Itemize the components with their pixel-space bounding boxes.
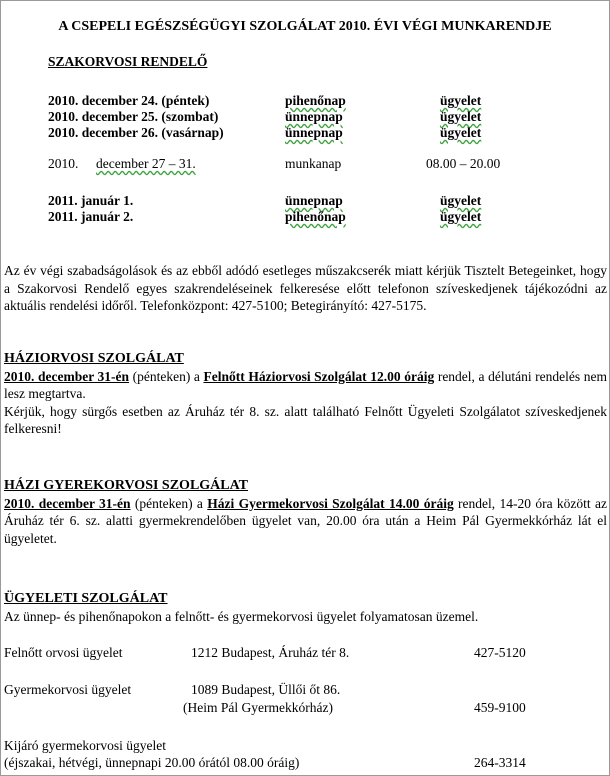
schedule-status: ünnepnap [285,125,343,140]
gyerekorvosi-service: Házi Gyermekorvosi Szolgálat 14.00 óráig [207,495,454,511]
ugyeleti-intro: Az ünnep- és pihenőnapokon a felnőtt- és gyermekorvosi ügyelet folyamatosan üzemel. [4,608,479,624]
schedule-date: 2010. december 24. (péntek) [48,93,210,108]
schedule-date: 2011. január 1. [48,193,134,208]
schedule-status: ünnepnap [285,109,343,124]
ugyelet-hours: (éjszakai, hétvégi, ünnepnapi 20.00 órától 08.00 óráig) [4,755,300,770]
haziorvosi-text: (pénteken) a [129,368,204,384]
schedule-status: pihenőnap [285,209,346,224]
gyerekorvosi-section [4,476,607,547]
haziorvosi-heading: HÁZIORVOSI SZOLGÁLAT [4,351,184,366]
ugyelet-phone: 264-3314 [474,755,526,770]
schedule-hours: 08.00 – 20.00 [426,156,501,171]
szakorvosi-note-text: Az év végi szabadságolások és az ebből adódó esetleges műszakcserék miatt kérjük Tisztelt Betegeinket, hogy a Szakorvosi Rendelő egyes szakrendeléseinek felkeresése előtt telefonon szíveskedjenek tájékozódni az aktuális rendelési időről. Telefonközpont: 427-5100; Betegirányító: 427-5175. [4,263,607,313]
haziorvosi-date: 2010. december 31-én [4,368,130,384]
schedule-date: 2010. december 25. (szombat) [48,109,219,124]
haziorvosi-note: Kérjük, hogy sürgős esetben az Áruház tér 8. sz. alatt található Felnőtt Ügyeleti Szolgálatot szíveskedjenek felkeresni! [4,403,607,436]
ugyelet-phone: 459-9100 [474,700,526,715]
haziorvosi-text-rest: rendel, a délutáni rendelés nem lesz megtartva. [4,368,607,401]
szakorvosi-note [4,262,607,315]
schedule-date: 2010. december 26. (vasárnap) [48,125,224,140]
ugyelet-name: Kijáró gyermekorvosi ügyelet [4,738,166,753]
ugyelet-address: 1212 Budapest, Áruház tér 8. [191,645,350,660]
schedule-date-year: 2010. [48,156,79,171]
schedule-service: ügyelet [440,93,482,108]
schedule-service: ügyelet [440,109,482,124]
ugyelet-name: Gyermekorvosi ügyelet [4,682,132,697]
gyerekorvosi-text-rest: rendel, 14-20 óra között az Áruház tér 6. sz. alatti gyermekrendelőben ügyelet van, 20.00 óra után a Heim Pál Gyermekkórház lát el ügyeletet. [4,495,607,546]
schedule-date-days: december 27 – 31. [96,156,196,171]
ugyeleti-section [4,589,607,625]
schedule-status: pihenőnap [285,93,346,108]
ugyeleti-heading: ÜGYELETI SZOLGÁLAT [4,591,168,606]
gyerekorvosi-heading: HÁZI GYEREKORVOSI SZOLGÁLAT [4,478,249,493]
ugyelet-address-secondary: (Heim Pál Gyermekkórház) [183,700,333,715]
schedule-service: ügyelet [440,193,482,208]
schedule-service: ügyelet [440,209,482,224]
schedule-service: ügyelet [440,125,482,140]
schedule-date: 2011. január 2. [48,209,134,224]
haziorvosi-service: Felnőtt Háziorvosi Szolgálat 12.00 óráig [203,368,435,384]
schedule-status: munkanap [285,156,342,171]
schedule-status: ünnepnap [285,193,343,208]
gyerekorvosi-date: 2010. december 31-én [4,495,131,511]
ugyelet-phone: 427-5120 [474,645,526,660]
haziorvosi-section [4,349,607,438]
ugyelet-name: Felnőtt orvosi ügyelet [4,645,123,660]
page-title: A CSEPELI EGÉSZSÉGÜGYI SZOLGÁLAT 2010. ÉVI VÉGI MUNKARENDJE [58,19,552,34]
szakorvosi-heading: SZAKORVOSI RENDELŐ [48,54,208,69]
ugyelet-address: 1089 Budapest, Üllői őt 86. [191,682,341,697]
gyerekorvosi-text: (pénteken) a [130,495,208,511]
